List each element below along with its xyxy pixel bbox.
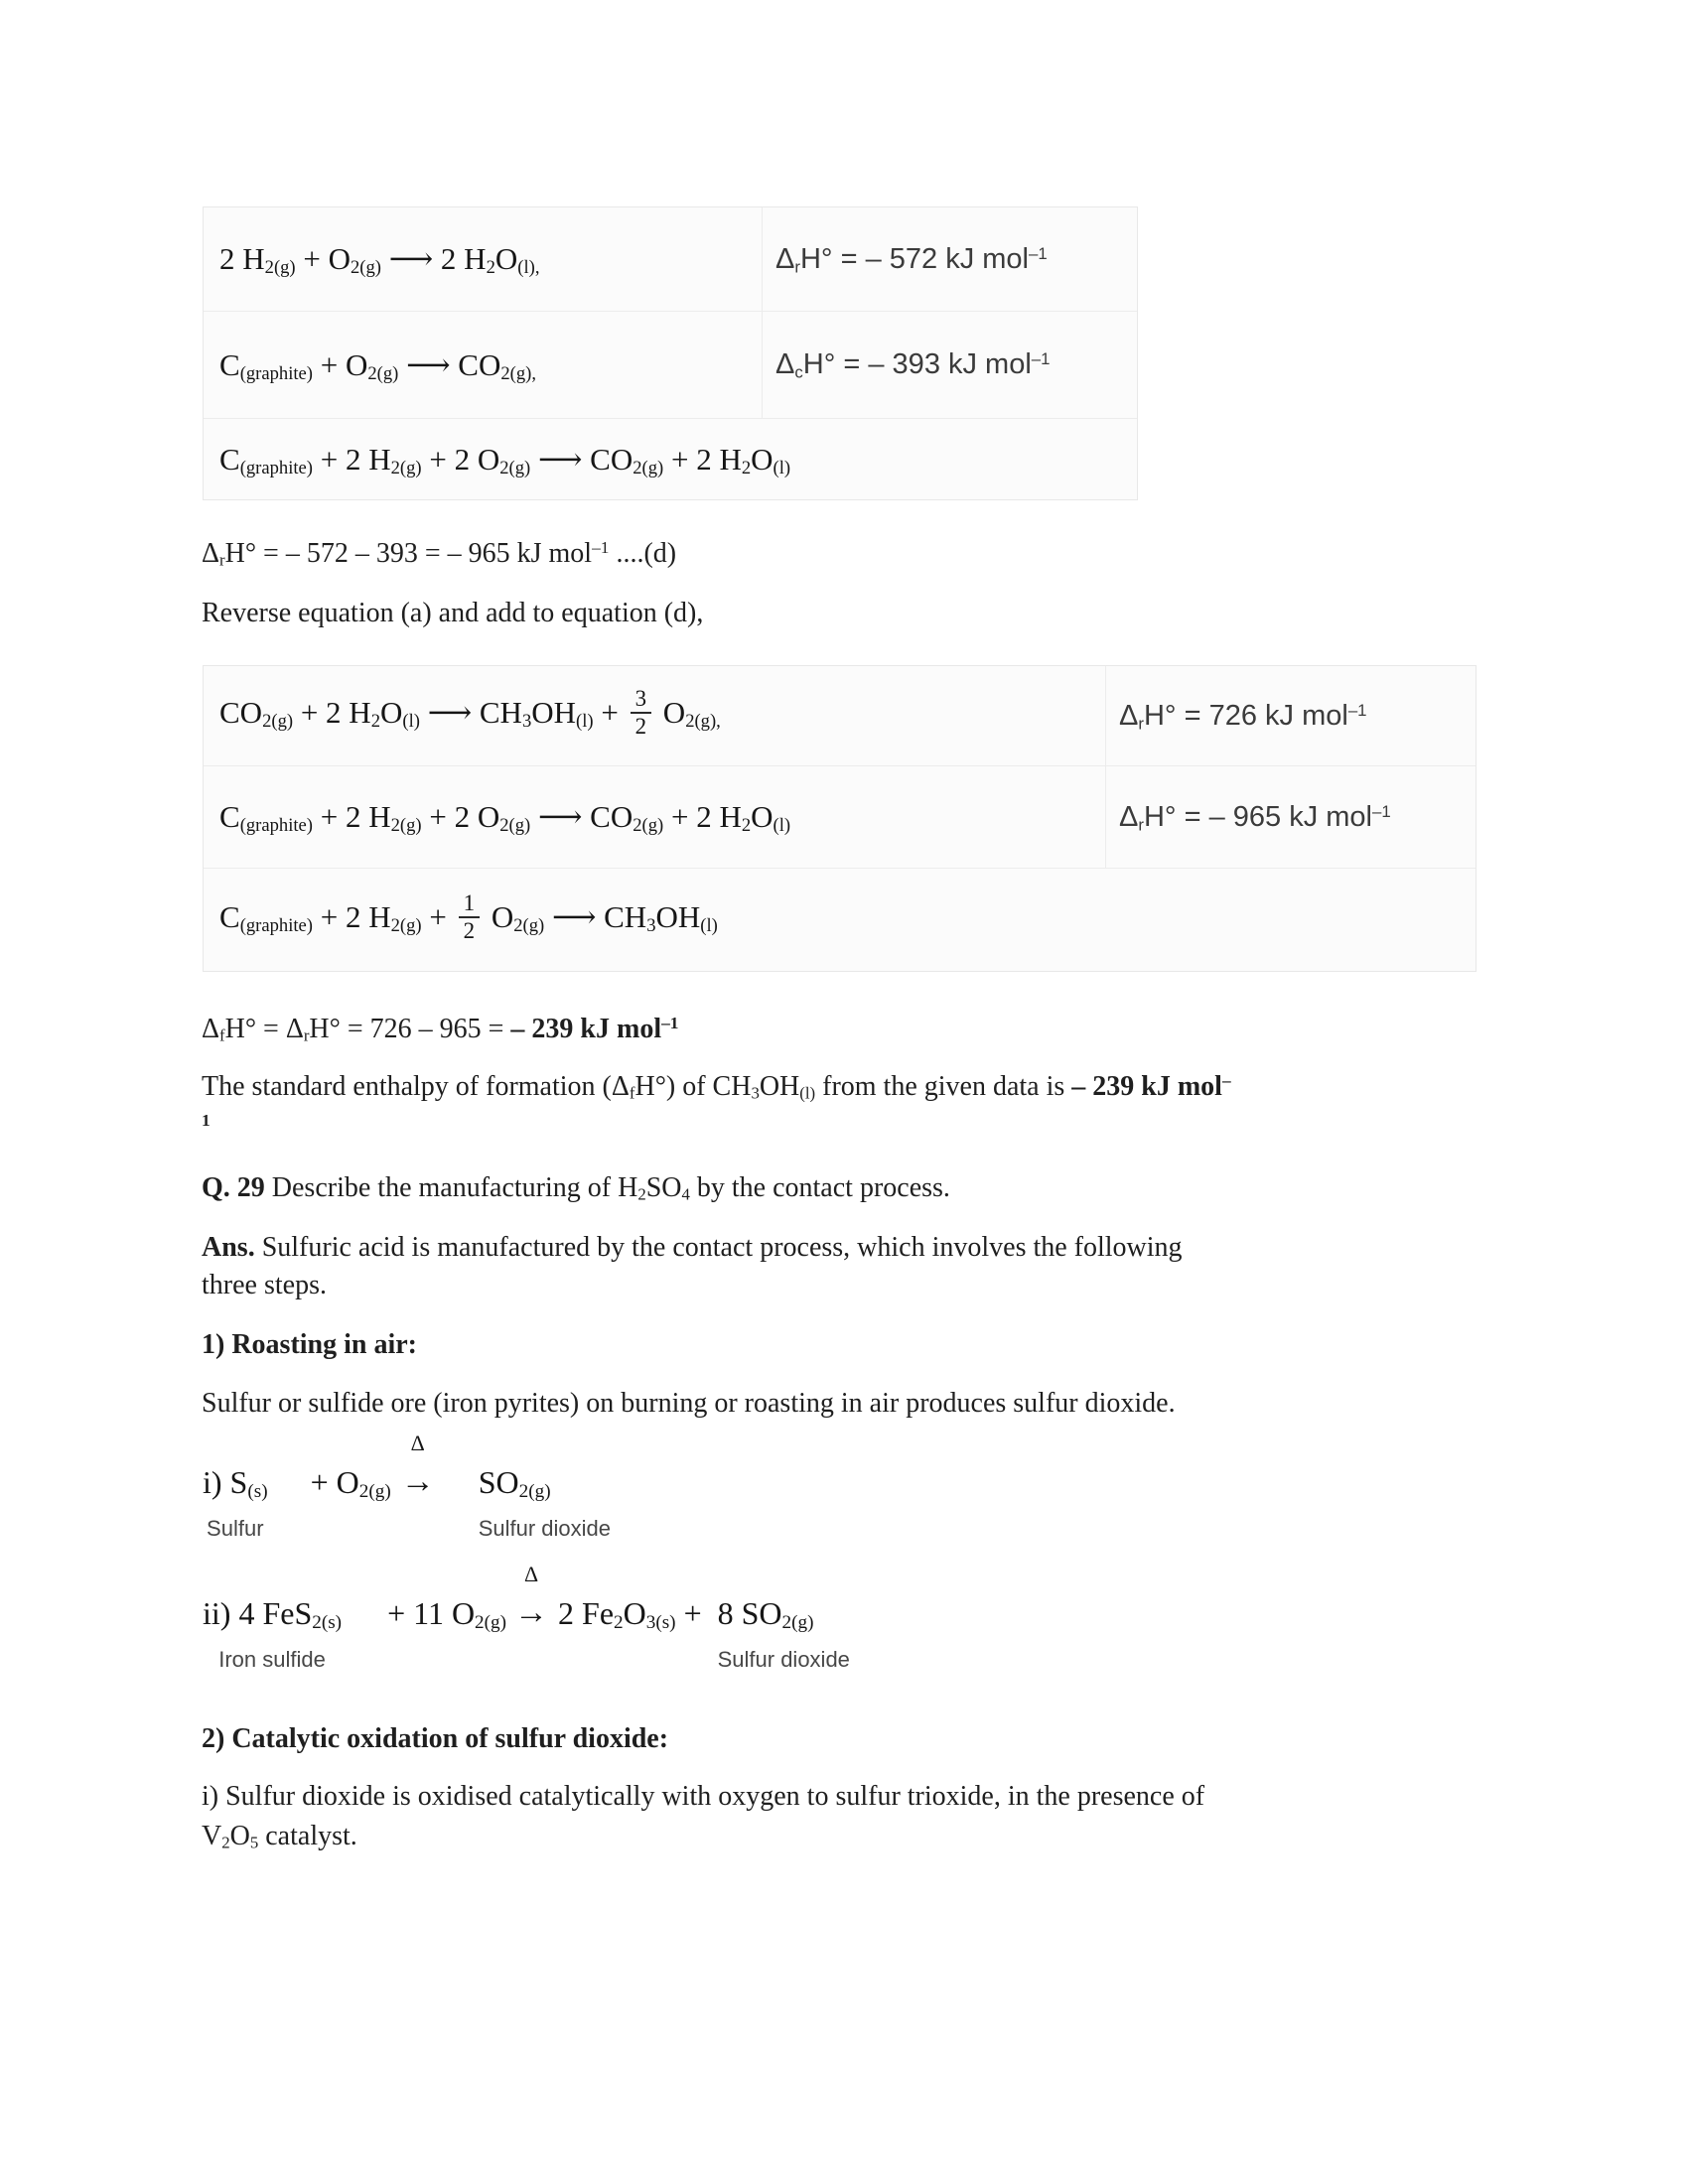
heading-text: 1) Roasting in air: (202, 1329, 417, 1360)
enthalpy-value: $\Delta_rH^\circ$ = – 965 kJ mol$^{-1}$ (1119, 800, 1391, 835)
chemical-equation: $CO_{2(g)} + 2$ $H_2O_{(l)}$ ⟶ $CH_3OH_{(l)}$ + $\frac{3}{2}$ $O_{2(g),}$ (219, 686, 721, 739)
para-text-line2: $V_2O_5$ catalyst. (202, 1821, 357, 1852)
arrow-icon: → (400, 1463, 435, 1500)
heading-text: 2) Catalytic oxidation of sulfur dioxide: (202, 1723, 669, 1754)
chemical-equation: $C_{(graphite)} + 2$ $H_{2(g)} + 2$ $O_{2(g)}$ ⟶ $CO_{2(g)} + 2$ $H_2O_{(l)}$ (219, 799, 791, 837)
equation-cell (204, 207, 762, 311)
delta-arrow (401, 1426, 435, 1549)
para-reaction-sum-d (202, 534, 676, 574)
enthalpy-cell (1105, 666, 1476, 765)
para-text-line2: 1 (202, 1110, 211, 1130)
para-text: Sulfur or sulfide ore (iron pyrites) on burning or roasting in air produces sulfur dioxide. (202, 1388, 1176, 1419)
eq-term-sulfur-dioxide (718, 1557, 850, 1680)
enthalpy-table-1 (203, 206, 1138, 500)
delta-symbol: Δ (410, 1431, 425, 1455)
enthalpy-table-2 (203, 665, 1477, 972)
table-row (204, 418, 1137, 499)
para-reverse-equation (202, 594, 703, 633)
delta-symbol: Δ (523, 1562, 539, 1586)
equation-cell (204, 766, 1105, 868)
term-text: 2 $Fe_2O_{3(s)}$ + (558, 1594, 702, 1633)
answer-text-line2: three steps. (202, 1270, 327, 1300)
table-row (204, 311, 1137, 418)
term-text: i) $S_{(s)}$ (203, 1463, 268, 1502)
equation-cell (204, 666, 1105, 765)
equation-cell (204, 312, 762, 418)
enthalpy-value: $\Delta_cH^\circ$ = – 393 kJ mol$^{-1}$ (775, 348, 1051, 382)
enthalpy-cell (762, 207, 1137, 311)
heading-catalytic (202, 1719, 668, 1759)
term-text: + $O_{2(g)}$ (310, 1463, 391, 1502)
answer-29 (202, 1229, 1183, 1304)
para-sulfur-ore (202, 1384, 1176, 1424)
equation-cell-full (204, 869, 1476, 971)
para-text-line1: The standard enthalpy of formation $(\Delta_fH^\circ)$ of $CH_3OH_{(l)}$ from the given data is – 239 kJ mol– (202, 1070, 1231, 1103)
para-text: Reverse equation (a) and add to equation (d), (202, 598, 704, 628)
term-label: Sulfur (207, 1516, 264, 1541)
para-formation-statement (202, 1067, 1231, 1147)
chemical-equation: $C_{(graphite)} + O_{2(g)}$ ⟶ $CO_{2(g),}$ (219, 346, 537, 384)
equation-roasting-ii (203, 1557, 850, 1680)
equation-cell-full (204, 419, 1137, 499)
enthalpy-cell (1105, 766, 1476, 868)
question-text: Q. 29 Describe the manufacturing of $H_2SO_4$ by the contact process. (202, 1172, 950, 1204)
table-row (204, 666, 1476, 765)
eq-term-oxygen (387, 1557, 506, 1680)
para-text-line1: i) Sulfur dioxide is oxidised catalytically with oxygen to sulfur trioxide, in the presence of (202, 1781, 1205, 1812)
heading-roasting (202, 1325, 417, 1365)
term-label: Sulfur dioxide (717, 1647, 850, 1672)
term-label: Iron sulfide (218, 1647, 326, 1672)
eq-term-sulfur (203, 1426, 268, 1549)
para-text: $\Delta_rH^\circ$ = – 572 – 393 = – 965 kJ mol$^{-1}$ ....(d) (202, 537, 677, 570)
answer-text-line1: Ans. Sulfuric acid is manufactured by the contact process, which involves the following (202, 1232, 1183, 1263)
question-29 (202, 1168, 950, 1208)
table-row (204, 207, 1137, 311)
chemical-equation: $C_{(graphite)} + 2$ $H_{2(g)}$ + $\frac{1}{2}$ $O_{2(g)}$ ⟶ $CH_3OH_{(l)}$ (219, 889, 718, 943)
para-catalytic-oxidation (202, 1777, 1204, 1856)
para-formation-result (202, 1010, 678, 1049)
term-text: 8 $SO_{2(g)}$ (717, 1594, 814, 1633)
term-text: ii) 4 FeS$_{2(s)}$ (203, 1594, 343, 1633)
para-text: $\Delta_fH^\circ = \Delta_rH^\circ = 726 - 965$ = – 239 kJ mol$^{-1}$ (202, 1013, 679, 1045)
term-text: + 11 $O_{2(g)}$ (387, 1594, 507, 1633)
eq-term-iron-oxide (558, 1557, 702, 1680)
chemical-equation: $C_{(graphite)} + 2$ $H_{2(g)} + 2$ $O_{2(g)}$ ⟶ $CO_{2(g)} + 2$ $H_2O_{(l)}$ (219, 441, 791, 478)
delta-arrow (514, 1557, 548, 1680)
chemical-equation: 2 $H_{2(g)} + O_{2(g)}$ ⟶ 2 $H_2O_{(l),}$ (219, 241, 540, 279)
enthalpy-cell (762, 312, 1137, 418)
eq-term-iron-sulfide (203, 1557, 342, 1680)
enthalpy-value: $\Delta_rH^\circ = 726$ kJ mol$^{-1}$ (1119, 699, 1367, 734)
table-row (204, 868, 1476, 971)
arrow-icon: → (514, 1594, 549, 1631)
eq-term-oxygen (311, 1426, 391, 1549)
equation-roasting-i (203, 1426, 611, 1549)
term-label: Sulfur dioxide (478, 1516, 612, 1541)
table-row (204, 765, 1476, 868)
term-text: $SO_{2(g)}$ (478, 1463, 551, 1502)
enthalpy-value: $\Delta_rH^\circ$ = – 572 kJ mol$^{-1}$ (775, 242, 1048, 277)
eq-term-sulfur-dioxide (479, 1426, 611, 1549)
